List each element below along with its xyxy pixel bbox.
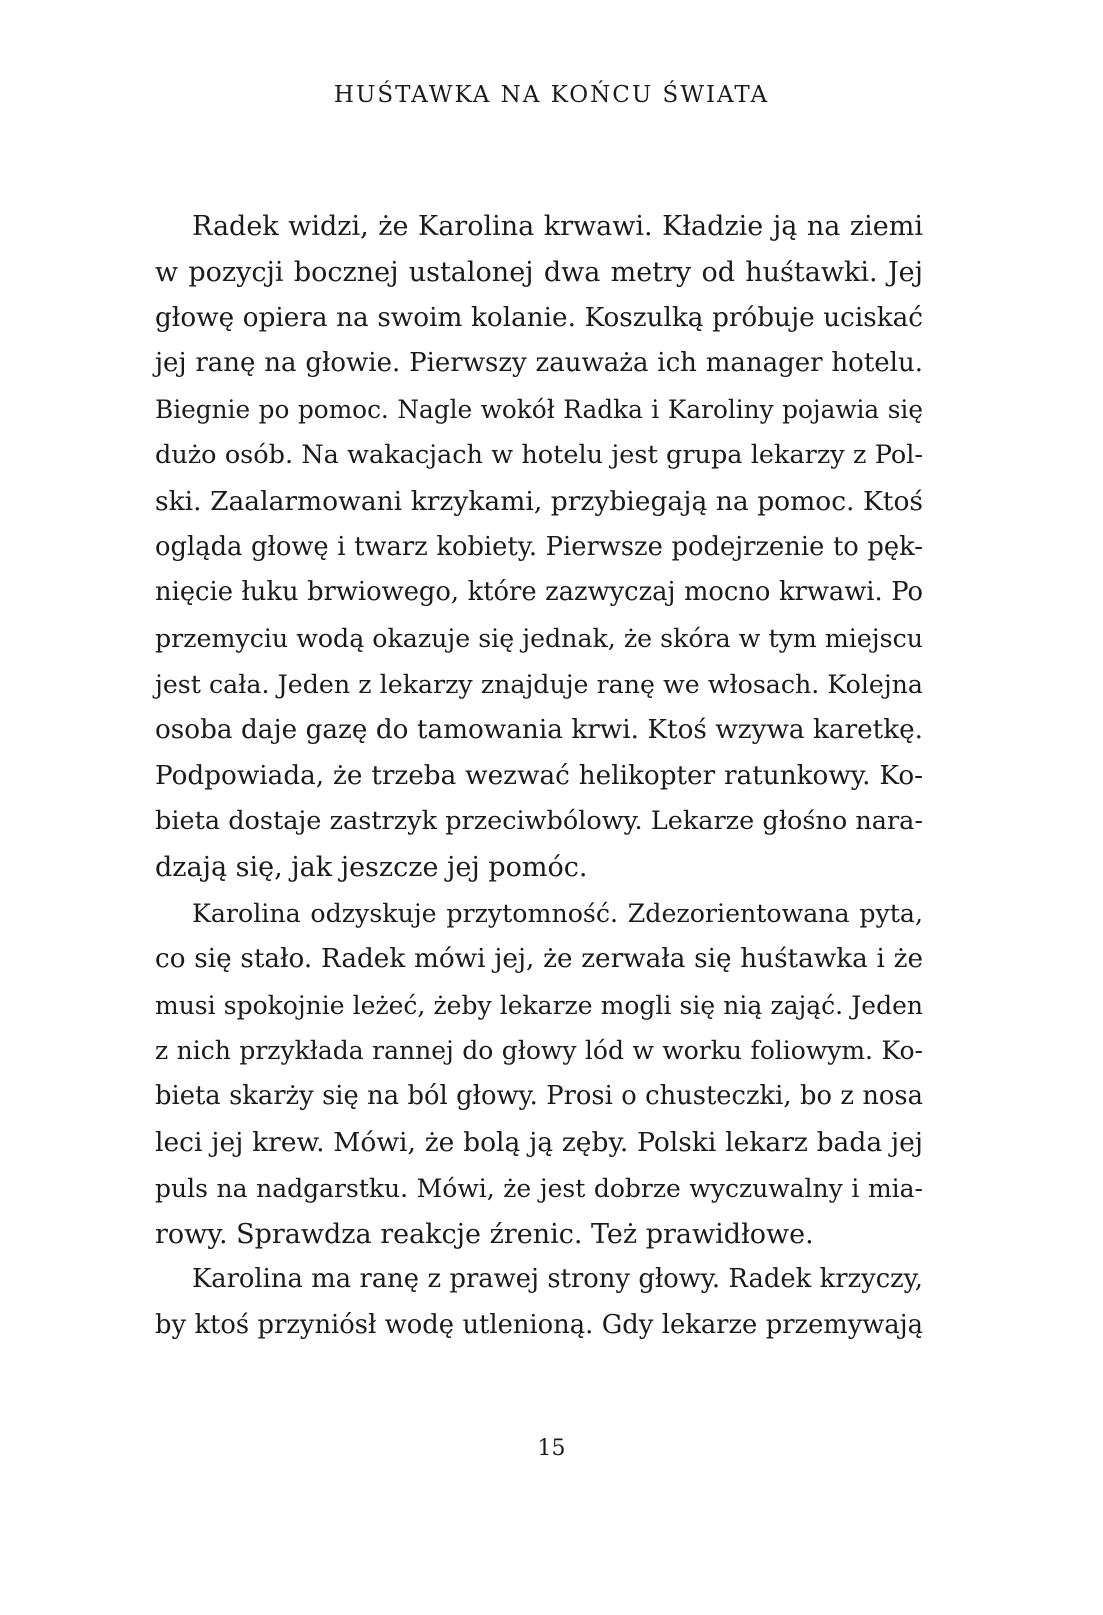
text-line: w pozycji bocznej ustalonej dwa metry od huśtawki. Jej (155, 256, 923, 288)
text-line: jest cała. Jeden z lekarzy znajduje ranę we włosach. Kolejna (155, 669, 923, 699)
text-line: leci jej krew. Mówi, że bolą ją zęby. Polski lekarz bada jej (155, 1126, 923, 1158)
text-line: Karolina ma ranę z prawej strony głowy. Radek krzyczy, (192, 1264, 923, 1295)
text-line: Biegnie po pomoc. Nagle wokół Radka i Karoliny pojawia się (155, 395, 923, 425)
page-number: 15 (537, 1436, 566, 1461)
text-line: Podpowiada, że trzeba wezwać helikopter ratunkowy. Ko- (155, 760, 923, 791)
paragraph-2 (155, 891, 923, 1257)
text-line: osoba daje gazę do tamowania krwi. Ktoś wzywa karetkę. (155, 714, 923, 745)
text-line: bieta skarży się na ból głowy. Prosi o chusteczki, bo z nosa (155, 1081, 923, 1112)
text-line: co się stało. Radek mówi jej, że zerwała się huśtawka i że (155, 943, 923, 974)
text-line: przemyciu wodą okazuje się jednak, że skóra w tym miejscu (155, 624, 923, 654)
text-line: Karolina odzyskuje przytomność. Zdezorientowana pyta, (192, 898, 923, 928)
text-line: by ktoś przyniósł wodę utlenioną. Gdy lekarze przemywają (155, 1310, 923, 1341)
text-line: dzają się, jak jeszcze jej pomóc. (155, 852, 588, 884)
paragraph-3 (155, 1257, 923, 1349)
text-line: nięcie łuku brwiowego, które zazwyczaj mocno krwawi. Po (155, 577, 923, 608)
body-text (155, 204, 923, 1349)
text-line: puls na nadgarstku. Mówi, że jest dobrze wyczuwalny i mia- (155, 1173, 923, 1203)
text-line: z nich przykłada rannej do głowy lód w worku foliowym. Ko- (155, 1036, 923, 1066)
text-line: musi spokojnie leżeć, żeby lekarze mogli się nią zająć. Jeden (155, 990, 923, 1020)
text-line: ski. Zaalarmowani krzykami, przybiegają na pomoc. Ktoś (155, 485, 923, 517)
text-line: jej ranę na głowie. Pierwszy zauważa ich manager hotelu. (155, 348, 923, 379)
text-line: dużo osób. Na wakacjach w hotelu jest grupa lekarzy z Pol- (155, 439, 923, 470)
text-line: rowy. Sprawdza reakcje źrenic. Też prawidłowe. (155, 1218, 814, 1250)
text-line: głowę opiera na swoim kolanie. Koszulką próbuje uciskać (155, 302, 923, 333)
running-head: HUŚTAWKA NA KOŃCU ŚWIATA (333, 82, 770, 108)
text-line: ogląda głowę i twarz kobiety. Pierwsze podejrzenie to pęk- (155, 531, 923, 562)
paragraph-1 (155, 204, 923, 891)
text-line: Radek widzi, że Karolina krwawi. Kładzie ją na ziemi (192, 211, 923, 242)
text-line: bieta dostaje zastrzyk przeciwbólowy. Lekarze głośno nara- (155, 806, 923, 837)
